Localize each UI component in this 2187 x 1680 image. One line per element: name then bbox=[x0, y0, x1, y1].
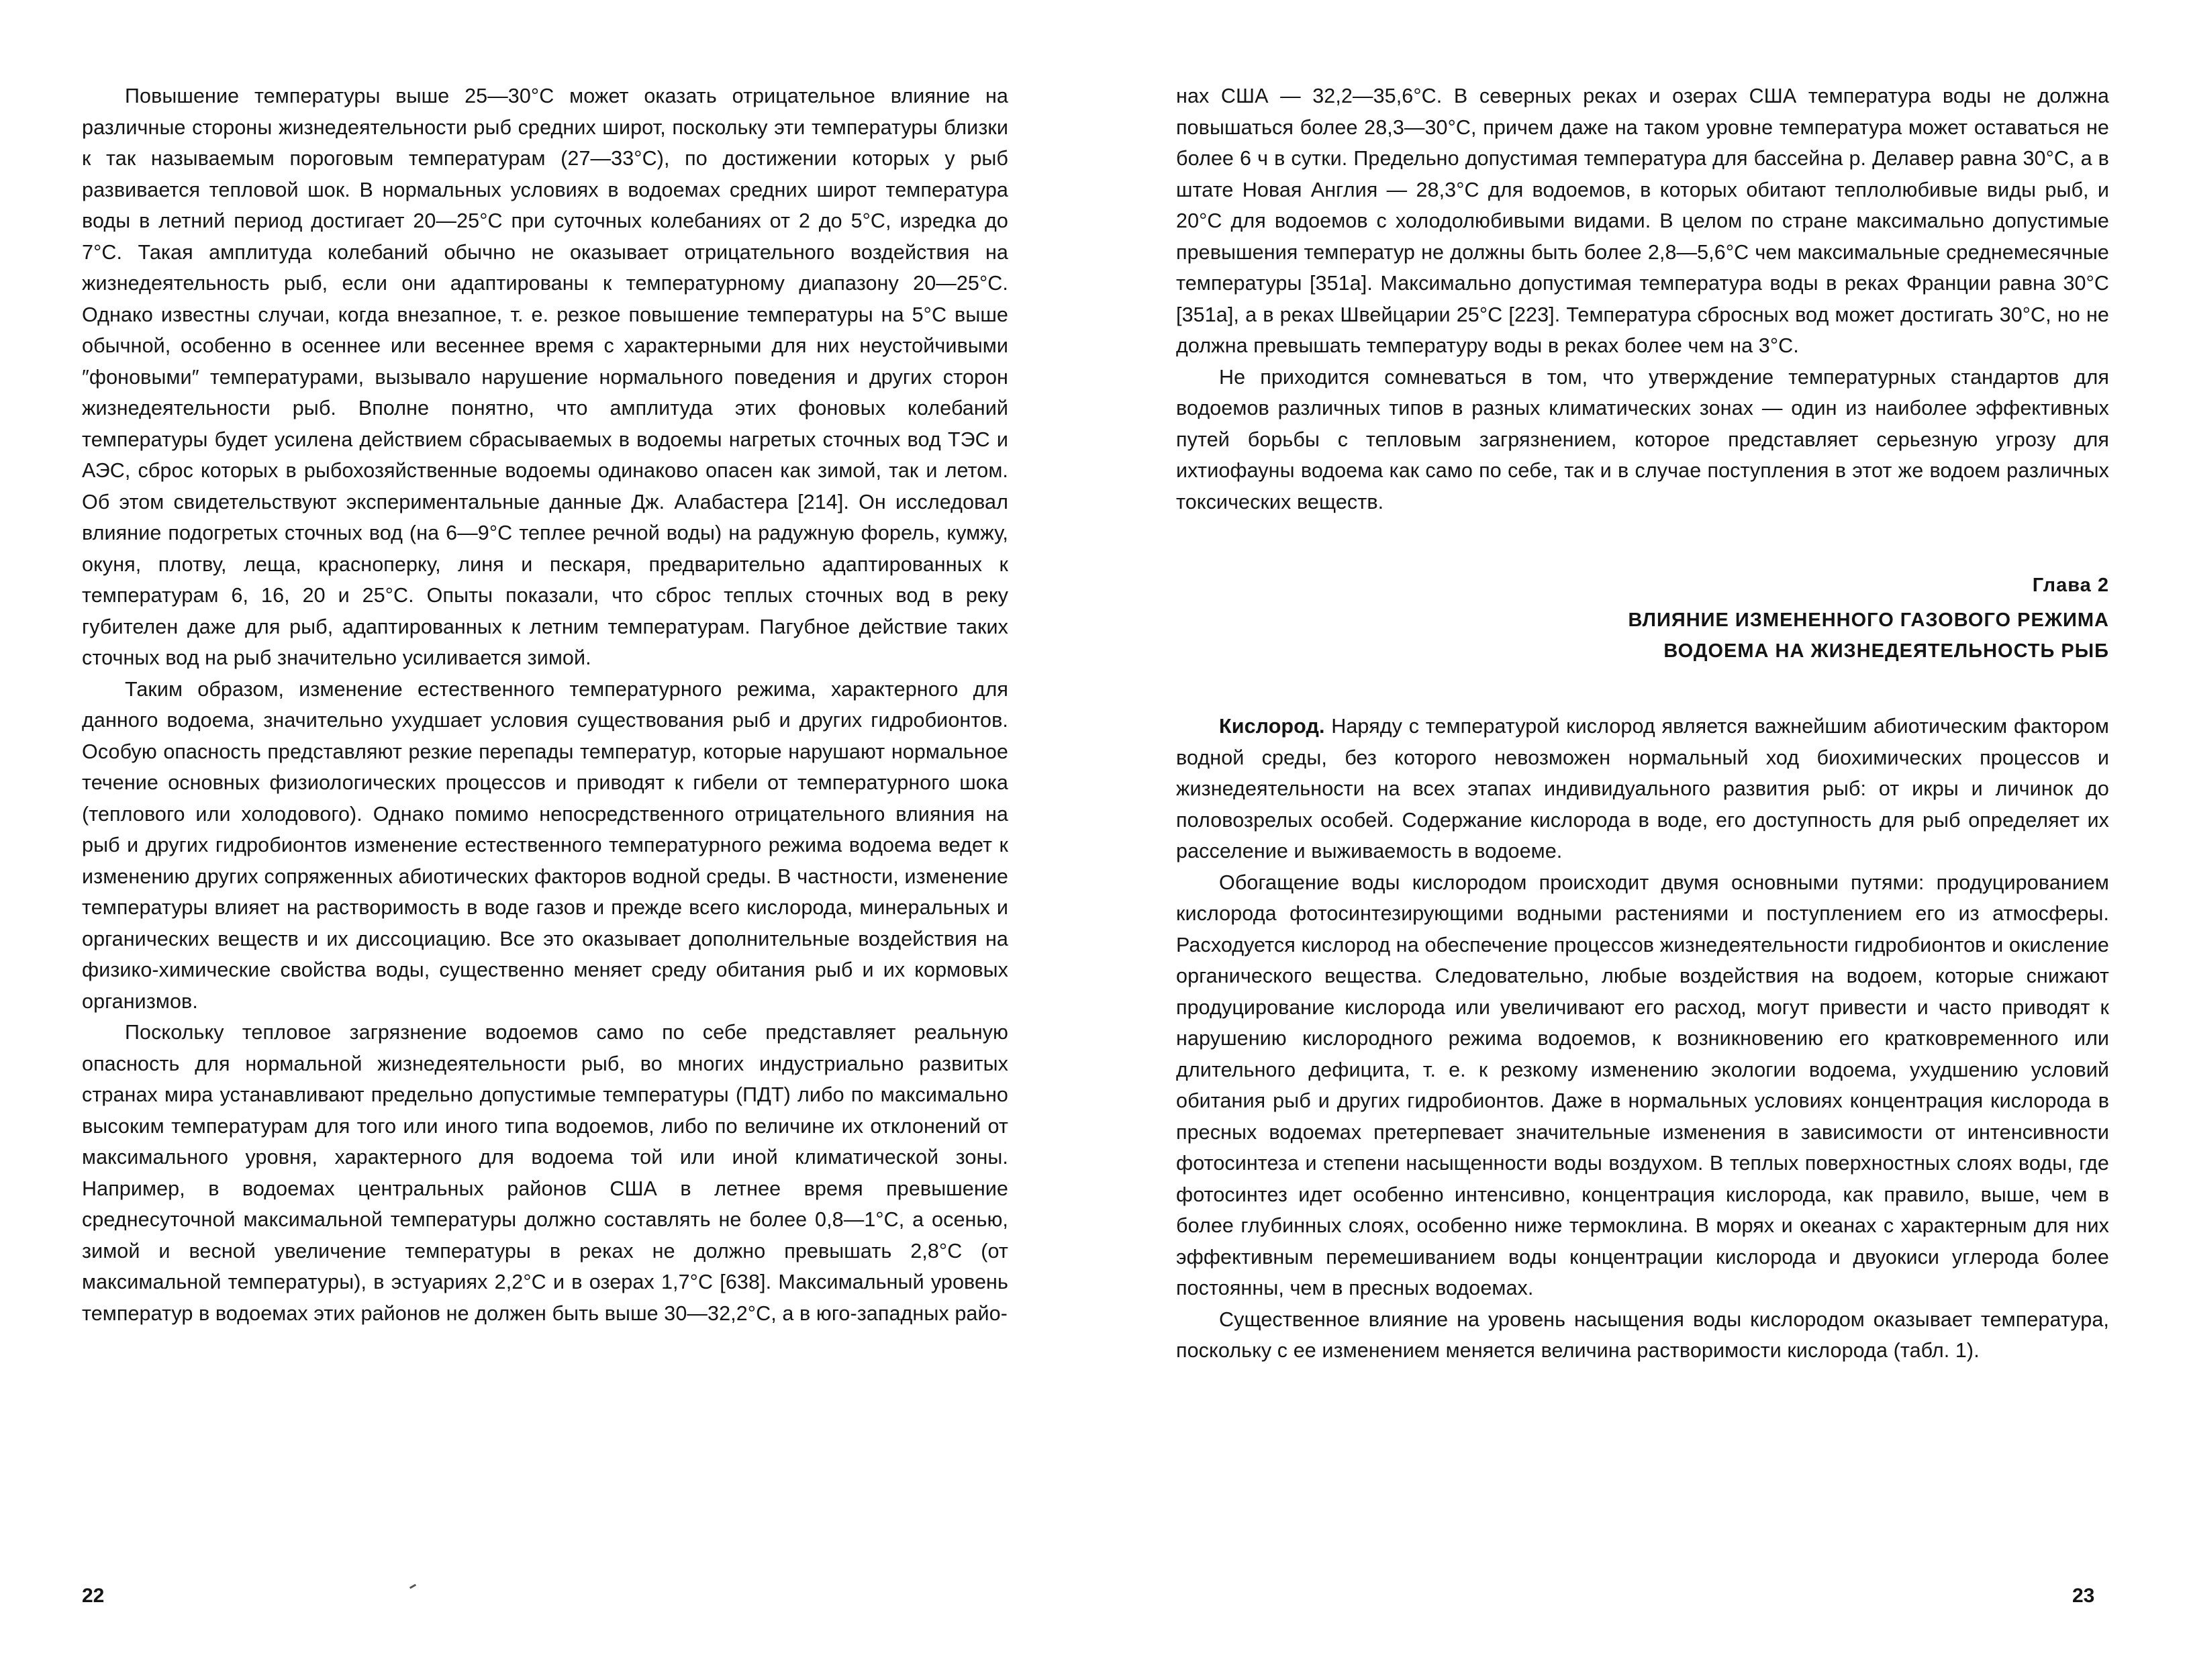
chapter-title-line-2: ВОДОЕМА НА ЖИЗНЕДЕЯТЕЛЬНОСТЬ РЫБ bbox=[1663, 640, 2109, 662]
right-page bbox=[1176, 81, 2109, 1367]
section-oxygen bbox=[1176, 711, 2109, 1367]
chapter-label: Глава 2 bbox=[2032, 575, 2109, 596]
left-paragraph-3: Поскольку тепловое загрязнение водоемов само по себе представляет реальную опасность для нормальной жизнедеятельности рыб, во многих индустриально развитых странах мира устанавливают предельно допустимые температуры (ПДТ) либо по максимально высоким температурам для того или иного типа водоемов, либо по величине их отклонений от максимального уровня, характерного для водоема той или иной климатической зоны. Например, в водоемах центральных районов США в летнее время превышение среднесуточной максимальной температуры должно составлять не более 0,8—1°С, а осенью, зимой и весной увеличение температуры в реках не должно превышать 2,8°С (от максимальной температуры), в эстуариях 2,2°С и в озерах 1,7°С [638]. Максимальный уровень температур в водоемах этих районов не должен быть выше 30—32,2°С, а в юго-западных райо- bbox=[82, 1021, 1008, 1325]
chapter-title-line-1: ВЛИЯНИЕ ИЗМЕНЕННОГО ГАЗОВОГО РЕЖИМА bbox=[1628, 609, 2109, 631]
section-run-in-heading: Кислород. bbox=[1219, 715, 1325, 738]
page-number-left: 22 bbox=[82, 1585, 105, 1607]
left-page bbox=[82, 81, 1008, 1329]
section-first-paragraph bbox=[1176, 711, 2109, 867]
right-paragraph-2: Не приходится сомневаться в том, что утверждение температурных стандартов для водоемов различных типов в разных климатических зонах — один из наиболее эффективных путей борьбы с тепловым загрязнением, которое представляет серьезную угрозу для ихтиофауны водоема как само по себе, так и в случае поступления в этот же водоем различных токсических веществ. bbox=[1176, 365, 2109, 513]
section-paragraph-3: Существенное влияние на уровень насыщения воды кислородом оказывает температура, поскольку с ее изменением меняется величина растворимости кислорода (табл. 1). bbox=[1176, 1307, 2109, 1362]
left-paragraph-2: Таким образом, изменение естественного температурного режима, характерного для данного водоема, значительно ухудшает условия существования рыб и других гидробионтов. Особую опасность представляют резкие перепады температур, которые нарушают нормальное течение основных физиологических процессов и приводят к гибели от температурного шока (теплового или холодового). Однако помимо непосредственного отрицательного влияния на рыб и других гидробионтов изменение естественного температурного режима водоема ведет к изменению других сопряженных абиотических факторов водной среды. В частности, изменение температуры влияет на растворимость в воде газов и прежде всего кислорода, минеральных и органических веществ и их диссоциацию. Все это оказывает дополнительные воздействия на физико-химические свойства воды, существенно меняет среду обитания рыб и их кормовых организмов. bbox=[82, 677, 1008, 1013]
section-first-paragraph-text: Наряду с температурой кислород является важнейшим абиотическим фактором водной среды, без которого невозможен нормальный ход биохимических процессов и жизнедеятельности на всех этапах индивидуального развития рыб: от икры и личинок до половозрелых особей. Содержание кислорода в воде, его доступность для рыб определяет их расселение и выживаемость в водоеме. bbox=[1176, 715, 2109, 862]
section-paragraph-2: Обогащение воды кислородом происходит двумя основными путями: продуцированием кислорода фотосинтезирующими водными растениями и поступлением его из атмосферы. Расходуется кислород на обеспечение процессов жизнедеятельности гидробионтов и окисление органического вещества. Следовательно, любые воздействия на водоем, которые снижают продуцирование кислорода или увеличивают его расход, могут привести и часто приводят к нарушению кислородного режима водоемов, к возникновению его кратковременного или длительного дефицита, т. е. к резкому изменению экологии водоема, ухудшению условий обитания рыб и других гидробионтов. Даже в нормальных условиях концентрация кислорода в пресных водоемах претерпевает значительные изменения в зависимости от интенсивности фотосинтеза и степени насыщенности воды воздухом. В теплых поверхностных слоях воды, где фотосинтез идет особенно интенсивно, концентрация кислорода, как правило, выше, чем в более глубинных слоях, особенно ниже термоклина. В морях и океанах с характерным для них эффективным перемешиванием воды концентрации кислорода и двуокиси углерода более постоянны, чем в пресных водоемах. bbox=[1176, 871, 2109, 1299]
left-paragraph-1: Повышение температуры выше 25—30°С может оказать отрицательное влияние на различные стороны жизнедеятельности рыб средних широт, поскольку эти температуры близки к так называемым пороговым температурам (27—33°С), по достижении которых у рыб развивается тепловой шок. В нормальных условиях в водоемах средних широт температура воды в летний период достигает 20—25°С при суточных колебаниях от 2 до 5°С, изредка до 7°С. Такая амплитуда колебаний обычно не оказывает отрицательного воздействия на жизнедеятельность рыб, если они адаптированы к температурному диапазону 20—25°С. Однако известны случаи, когда внезапное, т. е. резкое повышение температуры на 5°С выше обычной, особенно в осеннее или весеннее время с характерными для них неустойчивыми ″фоновыми″ температурами, вызывало нарушение нормального поведения и других сторон жизнедеятельности рыб. Вполне понятно, что амплитуда этих фоновых колебаний температуры будет усилена действием сбрасываемых в водоемы нагретых сточных вод ТЭС и АЭС, сброс которых в рыбохозяйственные водоемы одинаково опасен как зимой, так и летом. Об этом свидетельствуют экспериментальные данные Дж. Алабастера [214]. Он исследовал влияние подогретых сточных вод (на 6—9°С теплее речной воды) на радужную форель, кумжу, окуня, плотву, леща, красноперку, линя и пескаря, предварительно адаптированных к температурам 6, 16, 20 и 25°С. Опыты показали, что сброс теплых сточных вод в реку губителен даже для рыб, адаптированных к летним температурам. Пагубное действие таких сточных вод на рыб значительно усиливается зимой. bbox=[82, 85, 1008, 669]
stray-mark bbox=[409, 1584, 416, 1589]
right-paragraph-continued: нах США — 32,2—35,6°С. В северных реках и озерах США температура воды не должна повышаться более 28,3—30°С, причем даже на таком уровне температура может оставаться не более 6 ч в сутки. Предельно допустимая температура для бассейна р. Делавер равна 30°С, а в штате Новая Англия — 28,3°С для водоемов, в которых обитают теплолюбивые виды рыб, и 20°С для водоемов с холодолюбивыми видами. В целом по стране максимально допустимые превышения температур не должны быть более 2,8—5,6°С чем максимальные среднемесячные температуры [351а]. Максимально допустимая температура воды в реках Франции равна 30°С [351а], а в реках Швейцарии 25°С [223]. Температура сбросных вод может достигать 30°С, но не должна превышать температуру воды в реках более чем на 3°С. bbox=[1176, 85, 2109, 357]
chapter-heading bbox=[1176, 570, 2109, 666]
page-number-right: 23 bbox=[2072, 1585, 2095, 1607]
